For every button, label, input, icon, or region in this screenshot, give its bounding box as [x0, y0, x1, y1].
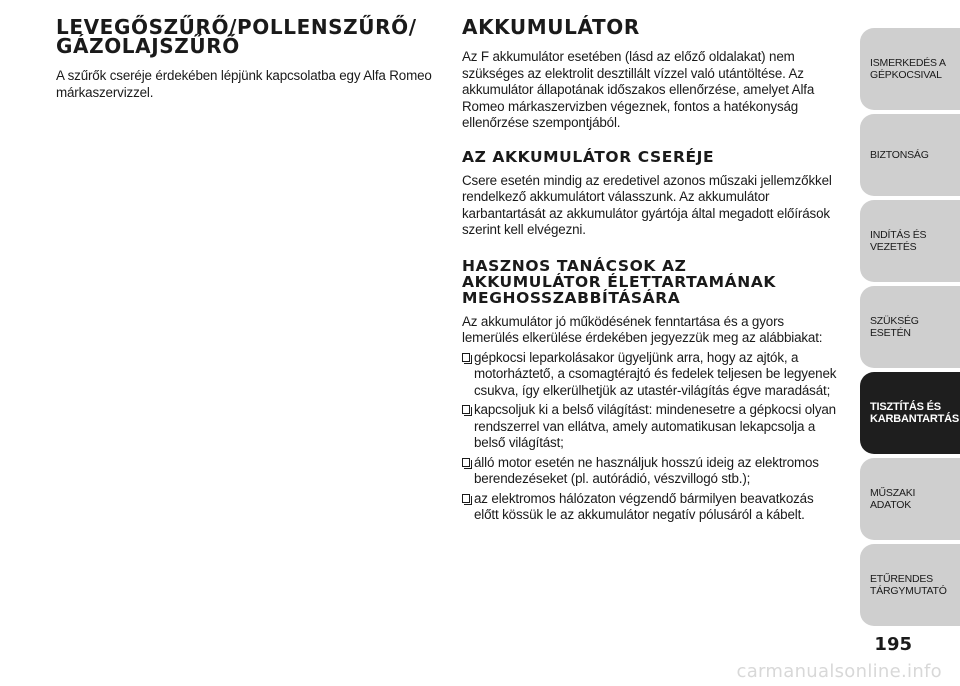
watermark: carmanualsonline.info	[736, 661, 942, 682]
page-number: 195	[874, 634, 912, 655]
tab-label: ETŰRENDES TÁRGYMUTATÓ	[870, 573, 947, 597]
checkbox-bullet-icon	[462, 353, 470, 362]
chapter-tabs	[860, 28, 960, 630]
battery-tips-title-line3: MEGHOSSZABBÍTÁSÁRA	[462, 288, 681, 307]
list-item-text: álló motor esetén ne használjuk hosszú ideig az elektromos berendezéseket (pl. autórádió, vészvillogó stb.);	[474, 454, 819, 486]
tab-targymutato[interactable]	[860, 544, 960, 626]
tab-ismerkedes[interactable]	[860, 28, 960, 110]
tab-muszaki[interactable]	[860, 458, 960, 540]
tab-label: BIZTONSÁG	[870, 149, 929, 161]
battery-replacement-text: Csere esetén mindig az eredetivel azonos műszaki jellemzőkkel rendelkező akkumulátort válasszunk. Az akkumulátor karbantartását az akkumulátor gyártója által megadott előírások szerint kell elvégezni.	[462, 172, 832, 237]
right-column	[462, 15, 840, 527]
filter-paragraph: A szűrők cseréje érdekében lépjünk kapcsolatba egy Alfa Romeo márkaszervizzel.	[56, 68, 432, 100]
checkbox-bullet-icon	[462, 458, 470, 467]
battery-replacement-title: AZ AKKUMULÁTOR CSERÉJE	[462, 147, 715, 166]
checkbox-bullet-icon	[462, 494, 470, 503]
list-item-text: gépkocsi leparkolásakor ügyeljünk arra, hogy az ajtók, a motorháztető, a csomagtérajtó és fedelek teljesen be legyenek csukva, így elkerülhetjük az utastér-világítás égve maradását;	[474, 349, 837, 398]
tab-inditas[interactable]	[860, 200, 960, 282]
list-item	[462, 350, 840, 400]
tab-biztonsag[interactable]	[860, 114, 960, 196]
battery-tips-title-line1: HASZNOS TANÁCSOK AZ	[462, 256, 687, 275]
filter-title-line2: GÁZOLAJSZŰRŐ	[56, 34, 240, 58]
battery-tips-list	[462, 350, 840, 524]
battery-tips-title-line2: AKKUMULÁTOR ÉLETTARTAMÁNAK	[462, 272, 777, 291]
battery-intro: Az F akkumulátor esetében (lásd az előző oldalakat) nem szükséges az elektrolit desztillált vízzel való utántöltése. Az akkumulátor állapotának időszakos ellenőrzése, amelyet Alfa Romeo márkaszervizben végeznek, fontos a hatékonyság ellenőrzése szempontjából.	[462, 49, 815, 130]
tab-label: INDÍTÁS ÉS VEZETÉS	[870, 229, 927, 253]
checkbox-bullet-icon	[462, 405, 470, 414]
battery-section-title: AKKUMULÁTOR	[462, 15, 640, 39]
list-item	[462, 491, 840, 524]
filter-title-line1: LEVEGŐSZŰRŐ/POLLENSZŰRŐ/	[56, 15, 417, 39]
tab-label: SZÜKSÉG ESETÉN	[870, 315, 919, 339]
tab-label: MŰSZAKI ADATOK	[870, 487, 916, 511]
list-item-text: kapcsoljuk ki a belső világítást: mindenesetre a gépkocsi olyan rendszerrel van ellátva, amely automatikusan lekapcsolja a belső világítást;	[474, 402, 836, 450]
list-item	[462, 402, 840, 452]
battery-tips-title	[462, 258, 840, 306]
left-column	[56, 15, 441, 101]
list-item	[462, 455, 840, 488]
battery-tips-text: Az akkumulátor jó működésének fenntartása és a gyors lemerülés elkerülése érdekében jegyezzük meg az alábbiakat:	[462, 313, 823, 345]
list-item-text: az elektromos hálózaton végzendő bármilyen beavatkozás előtt kössük le az akkumulátor negatív pólusáról a kábelt.	[474, 490, 814, 522]
tab-tisztitas[interactable]	[860, 372, 960, 454]
tab-label: ISMERKEDÉS A GÉPKOCSIVAL	[870, 57, 946, 81]
tab-szukseg[interactable]	[860, 286, 960, 368]
tab-label: TISZTÍTÁS ÉS KARBANTARTÁS	[870, 401, 960, 425]
filter-section-title	[56, 15, 441, 58]
